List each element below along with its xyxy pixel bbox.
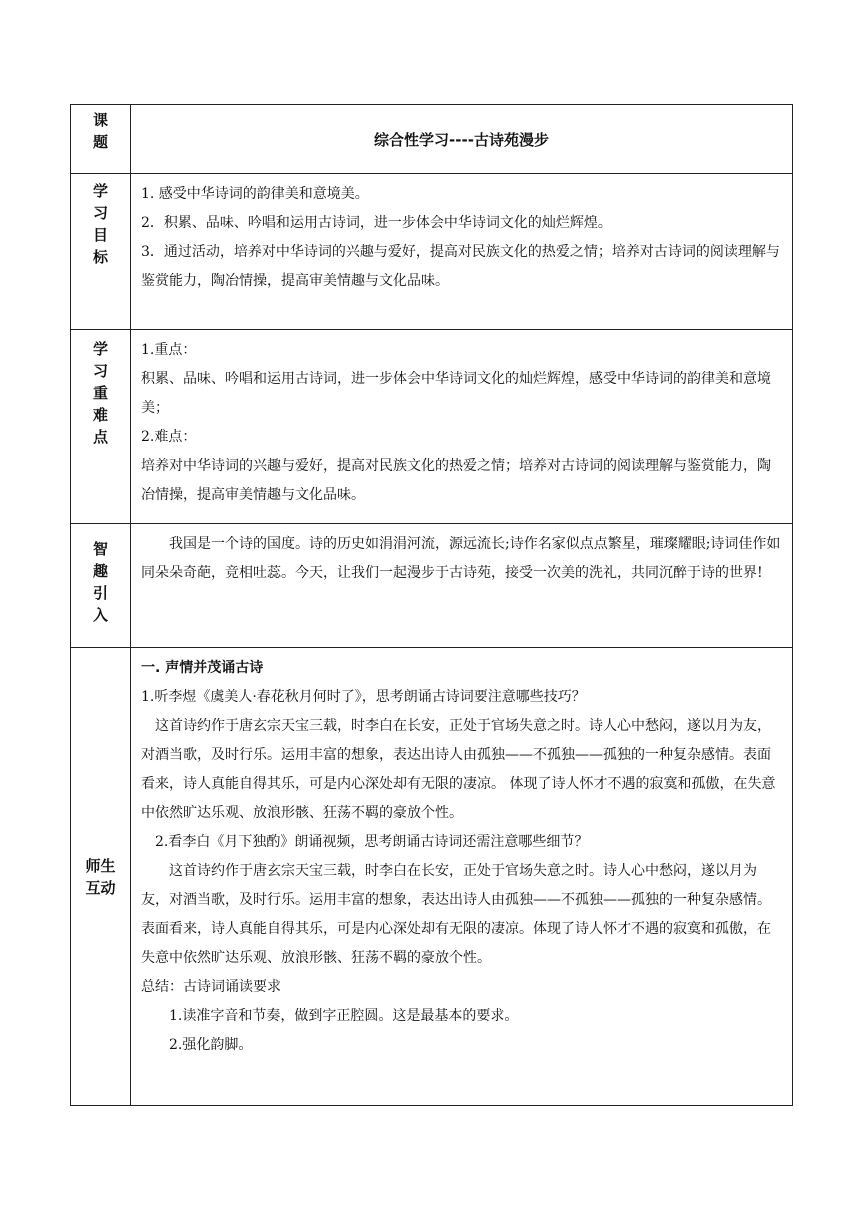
intro-content	[131, 524, 793, 648]
summary-heading: 总结：古诗词诵读要求	[141, 979, 281, 995]
topic-label	[71, 105, 131, 174]
topic-label-char: 课	[92, 111, 108, 129]
key-point-text: 积累、品味、吟唱和运用古诗词，进一步体会中华诗词文化的灿烂辉煌，感受中华诗词的韵律美和意境美；	[141, 371, 771, 416]
intro-paragraph: 我国是一个诗的国度。诗的历史如涓涓河流，源远流长;诗作名家似点点繁星，璀璨耀眼;诗词佳作如同朵朵奇葩，竞相吐蕊。今天，让我们一起漫步于古诗苑，接受一次美的洗礼，共同沉醉于诗的世界!	[141, 536, 781, 581]
answer-1: 这首诗约作于唐玄宗天宝三载，时李白在长安，正处于官场失意之时。诗人心中愁闷，遂以月为友，对酒当歌，及时行乐。运用丰富的想象，表达出诗人由孤独——不孤独——孤独的一种复杂感情。表面看来，诗人真能自得其乐，可是内心深处却有无限的凄凉。 体现了诗人怀才不遇的寂寞和孤傲，在失意中依然旷达乐观、放浪形骸、狂荡不羁的豪放个性。	[141, 718, 776, 821]
interaction-row	[71, 648, 793, 1106]
topic-row	[71, 105, 793, 174]
topic-label-char: 题	[92, 133, 108, 151]
question-2: 2.看李白《月下独酌》朗诵视频，思考朗诵古诗词还需注意哪些细节？	[155, 834, 589, 850]
difficult-point-text: 培养对中华诗词的兴趣与爱好，提高对民族文化的热爱之情；培养对古诗词的阅读理解与鉴赏能力，陶冶情操，提高审美情趣与文化品味。	[141, 458, 771, 503]
section-heading: 一. 声情并茂诵古诗	[141, 660, 264, 676]
intro-label-char: 趣	[92, 562, 108, 580]
key-points-label	[71, 330, 131, 524]
intro-label-char: 智	[92, 540, 108, 558]
interaction-label-line: 师生	[85, 856, 116, 875]
requirement-item: 2.强化韵脚。	[169, 1037, 253, 1053]
goals-row	[71, 174, 793, 330]
goals-label-char: 目	[92, 226, 108, 244]
topic-title-cell	[131, 105, 793, 174]
lesson-plan-table	[70, 104, 793, 1106]
goals-label-char: 标	[92, 248, 108, 266]
goal-item: 1. 感受中华诗词的韵律美和意境美。	[141, 186, 369, 202]
goal-item: 2．积累、品味、吟唱和运用古诗词，进一步体会中华诗词文化的灿烂辉煌。	[141, 215, 612, 231]
intro-label-char: 入	[92, 606, 108, 624]
interaction-label	[71, 648, 131, 1106]
intro-row	[71, 524, 793, 648]
intro-label	[71, 524, 131, 648]
key-points-label-char: 习	[92, 362, 108, 380]
question-1: 1.听李煜《虞美人·春花秋月何时了》，思考朗诵古诗词要注意哪些技巧？	[141, 689, 586, 705]
key-point-heading: 1.重点：	[141, 342, 197, 358]
interaction-content	[131, 648, 793, 1106]
goals-label-char: 学	[92, 182, 108, 200]
key-points-row	[71, 330, 793, 524]
goal-item: 3．通过活动，培养对中华诗词的兴趣与爱好，提高对民族文化的热爱之情；培养对古诗词的阅读理解与鉴赏能力，陶冶情操，提高审美情趣与文化品味。	[141, 244, 780, 289]
interaction-label-line: 互动	[85, 878, 116, 897]
requirement-item: 1.读准字音和节奏，做到字正腔圆。这是最基本的要求。	[169, 1008, 519, 1024]
answer-2: 这首诗约作于唐玄宗天宝三载，时李白在长安，正处于官场失意之时。诗人心中愁闷，遂以月为友，对酒当歌，及时行乐。运用丰富的想象，表达出诗人由孤独——不孤独——孤独的一种复杂感情。表面看来，诗人真能自得其乐，可是内心深处却有无限的凄凉。体现了诗人怀才不遇的寂寞和孤傲，在失意中依然旷达乐观、放浪形骸、狂荡不羁的豪放个性。	[141, 863, 771, 966]
lesson-plan-sheet	[70, 104, 792, 1106]
key-points-label-char: 重	[92, 384, 108, 402]
key-points-label-char: 难	[92, 406, 108, 424]
key-points-content	[131, 330, 793, 524]
difficult-point-heading: 2.难点：	[141, 429, 197, 445]
goals-content	[131, 174, 793, 330]
goals-label	[71, 174, 131, 330]
key-points-label-char: 点	[92, 428, 108, 446]
key-points-label-char: 学	[92, 340, 108, 358]
lesson-title: 综合性学习----古诗苑漫步	[374, 130, 549, 149]
goals-label-char: 习	[92, 204, 108, 222]
intro-label-char: 引	[92, 584, 108, 602]
